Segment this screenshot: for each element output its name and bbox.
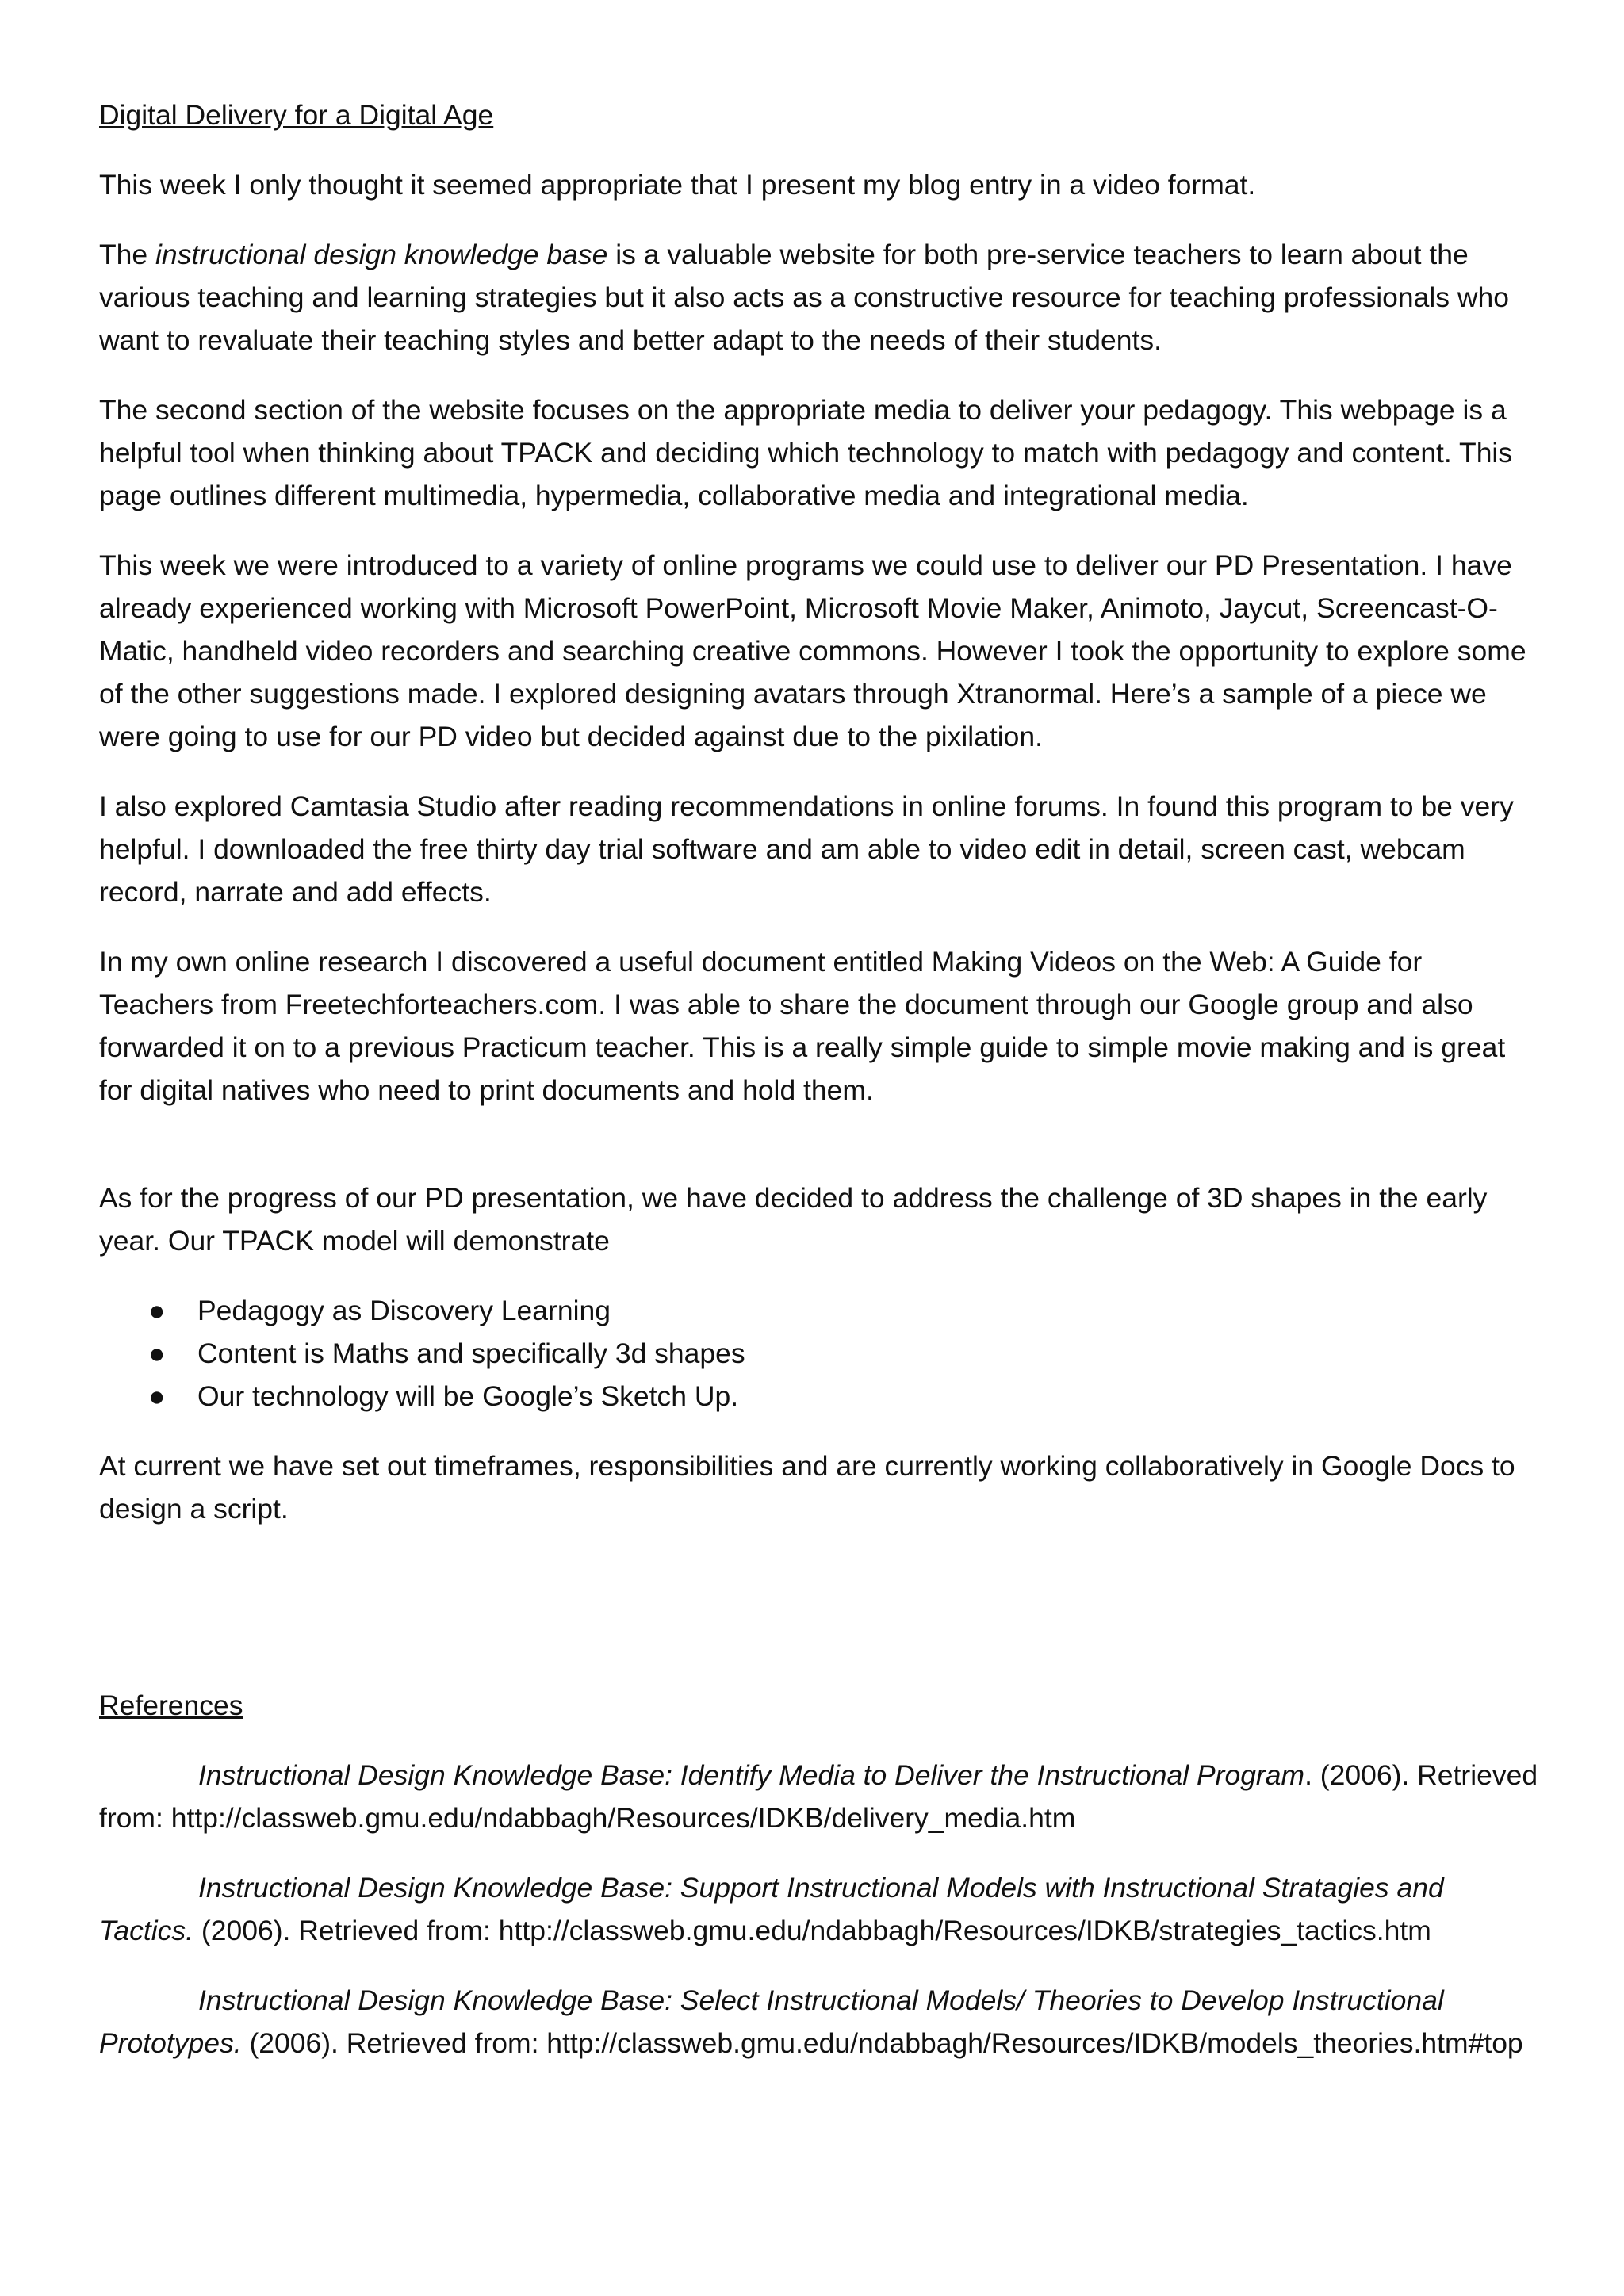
paragraph-intro: This week I only thought it seemed appropriate that I present my blog entry in a video format. [99, 169, 1256, 201]
references-title: References [99, 1689, 243, 1721]
paragraph-knowledge-base-prefix: The [99, 239, 156, 270]
bullet-text: Pedagogy as Discovery Learning [197, 1295, 611, 1326]
reference-title: Instructional Design Knowledge Base: Identify Media to Deliver the Instructional Program [198, 1759, 1305, 1791]
paragraph-research: In my own online research I discovered a useful document entitled Making Videos on the Web: A Guide for Teachers from Freetechforteachers.com. I was able to share the document through our Google group and also forwarded it on to a previous Practicum teacher. This is a really simple guide to simple movie making and is great for digital natives who need to print documents and hold them. [99, 946, 1506, 1106]
bullet-item [99, 1289, 1542, 1332]
reference-title: Instructional Design Knowledge Base: Support Instructional Models with Instructional Stratagies and Tactics. [99, 1872, 1444, 1946]
paragraph-progress: As for the progress of our PD presentation, we have decided to address the challenge of 3D shapes in the early year. Our TPACK model will demonstrate [99, 1182, 1488, 1257]
reference-details: . (2006). Retrieved from: http://classweb.gmu.edu/ndabbagh/Resources/IDKB/delivery_media.htm [99, 1759, 1538, 1834]
reference-title: Instructional Design Knowledge Base: Select Instructional Models/ Theories to Develop Instructional Prototypes. [99, 1984, 1444, 2059]
paragraph-camtasia: I also explored Camtasia Studio after reading recommendations in online forums. In found this program to be very helpful. I downloaded the free thirty day trial software and am able to video edit in detail, screen cast, webcam record, narrate and add effects. [99, 790, 1514, 908]
paragraph-second-section: The second section of the website focuses on the appropriate media to deliver your pedagogy. This webpage is a helpful tool when thinking about TPACK and deciding which technology to match with pedagogy and content. This page outlines different multimedia, hypermedia, collaborative media and integrational media. [99, 394, 1513, 511]
paragraph-online-programs: This week we were introduced to a variety of online programs we could use to deliver our PD Presentation. I have already experienced working with Microsoft PowerPoint, Microsoft Movie Maker, Animoto, Jaycut, Screencast-O-Matic, handheld video recorders and searching creative commons. However I took the opportunity to explore some of the other suggestions made. I explored designing avatars through Xtranormal. Here’s a sample of a piece we were going to use for our PD video but decided against due to the pixilation. [99, 549, 1526, 752]
bullet-item [99, 1375, 1542, 1418]
spacer [99, 1557, 1542, 1684]
reference-item [99, 1866, 1542, 1952]
spacer [99, 1138, 1542, 1177]
knowledge-base-italic: instructional design knowledge base [155, 239, 608, 270]
paragraph-knowledge-base-suffix: is a valuable website for both pre-service teachers to learn about the various teaching and learning strategies but it also acts as a constructive resource for teaching professionals who want to revaluate their teaching styles and better adapt to the needs of their students. [99, 239, 1509, 356]
bullet-icon: ● [148, 1380, 166, 1412]
bullet-text: Our technology will be Google’s Sketch Up. [197, 1380, 739, 1412]
document-title: Digital Delivery for a Digital Age [99, 99, 494, 131]
bullet-icon: ● [148, 1337, 166, 1369]
paragraph-knowledge-base [99, 233, 1542, 362]
paragraph-current-status: At current we have set out timeframes, responsibilities and are currently working collaboratively in Google Docs to design a script. [99, 1450, 1515, 1525]
bullet-text: Content is Maths and specifically 3d shapes [197, 1337, 745, 1369]
document-page [99, 94, 1542, 2091]
reference-item [99, 1754, 1542, 1839]
reference-details: (2006). Retrieved from: http://classweb.gmu.edu/ndabbagh/Resources/IDKB/strategies_tactics.htm [193, 1915, 1431, 1946]
bullet-item [99, 1332, 1542, 1375]
tpack-bullet-list [99, 1289, 1542, 1418]
reference-item [99, 1979, 1542, 2064]
bullet-icon: ● [148, 1295, 166, 1326]
reference-details: (2006). Retrieved from: http://classweb.gmu.edu/ndabbagh/Resources/IDKB/models_theories.htm#top [241, 2027, 1523, 2059]
